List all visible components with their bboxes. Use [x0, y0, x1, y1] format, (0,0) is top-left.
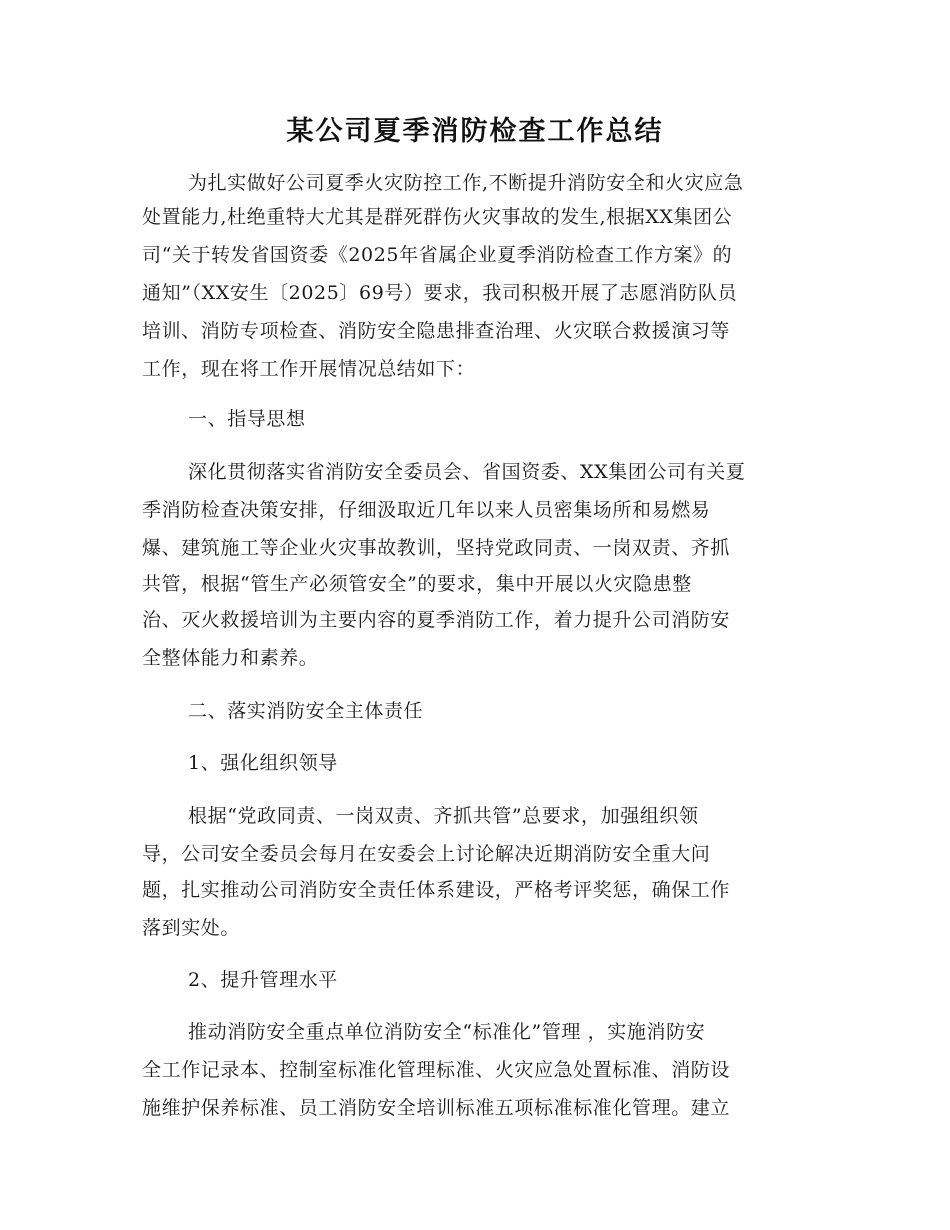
paragraph-line: 深化贯彻落实省消防安全委员会、省国资委、XX集团公司有关夏: [188, 461, 746, 483]
paragraph-line: 共管，根据“管生产必须管安全”的要求，集中开展以火灾隐患整: [142, 573, 692, 595]
paragraph-line: 施维护保养标准、员工消防安全培训标准五项标准标准化管理。建立: [142, 1097, 731, 1119]
paragraph-line: 根据“党政同责、一岗双责、齐抓共管”总要求，加强组织领: [188, 805, 699, 827]
paragraph-line: 治、灭火救援培训为主要内容的夏季消防工作，着力提升公司消防安: [142, 609, 731, 631]
paragraph-line: 为扎实做好公司夏季火灾防控工作,不断提升消防安全和火灾应急: [188, 172, 744, 194]
paragraph-line: 处置能力,杜绝重特大尤其是群死群伤火灾事故的发生,根据XX集团公: [142, 206, 733, 228]
paragraph-line: 通知”（XX安生〔2025〕69号）要求，我司积极开展了志愿消防队员: [142, 282, 738, 304]
subsection-heading: 2、提升管理水平: [188, 969, 338, 991]
paragraph-line: 司“关于转发省国资委《2025年省属企业夏季消防检查工作方案》的: [142, 244, 733, 266]
paragraph-line: 全工作记录本、控制室标准化管理标准、火灾应急处置标准、消防设: [142, 1059, 731, 1081]
paragraph-line: 工作，现在将工作开展情况总结如下：: [142, 358, 476, 380]
paragraph-line: 全整体能力和素养。: [142, 647, 319, 669]
paragraph-line: 爆、建筑施工等企业火灾事故教训，坚持党政同责、一岗双责、齐抓: [142, 537, 731, 559]
subsection-heading: 1、强化组织领导: [188, 752, 338, 774]
paragraph-line: 落到实处。: [142, 917, 241, 939]
section-heading: 二、落实消防安全主体责任: [188, 700, 424, 722]
paragraph-line: 培训、消防专项检查、消防安全隐患排查治理、火灾联合救援演习等: [142, 320, 731, 342]
section-heading: 一、指导思想: [188, 408, 306, 430]
paragraph-line: 推动消防安全重点单位消防安全“标准化”管理 ，实施消防安: [188, 1021, 706, 1043]
paragraph-line: 题，扎实推动公司消防安全责任体系建设，严格考评奖惩，确保工作: [142, 879, 731, 901]
paragraph-line: 导，公司安全委员会每月在安委会上讨论解决近期消防安全重大问: [142, 843, 711, 865]
paragraph-line: 季消防检查决策安排，仔细汲取近几年以来人员密集场所和易燃易: [142, 499, 711, 521]
document-title: 某公司夏季消防检查工作总结: [286, 116, 664, 147]
